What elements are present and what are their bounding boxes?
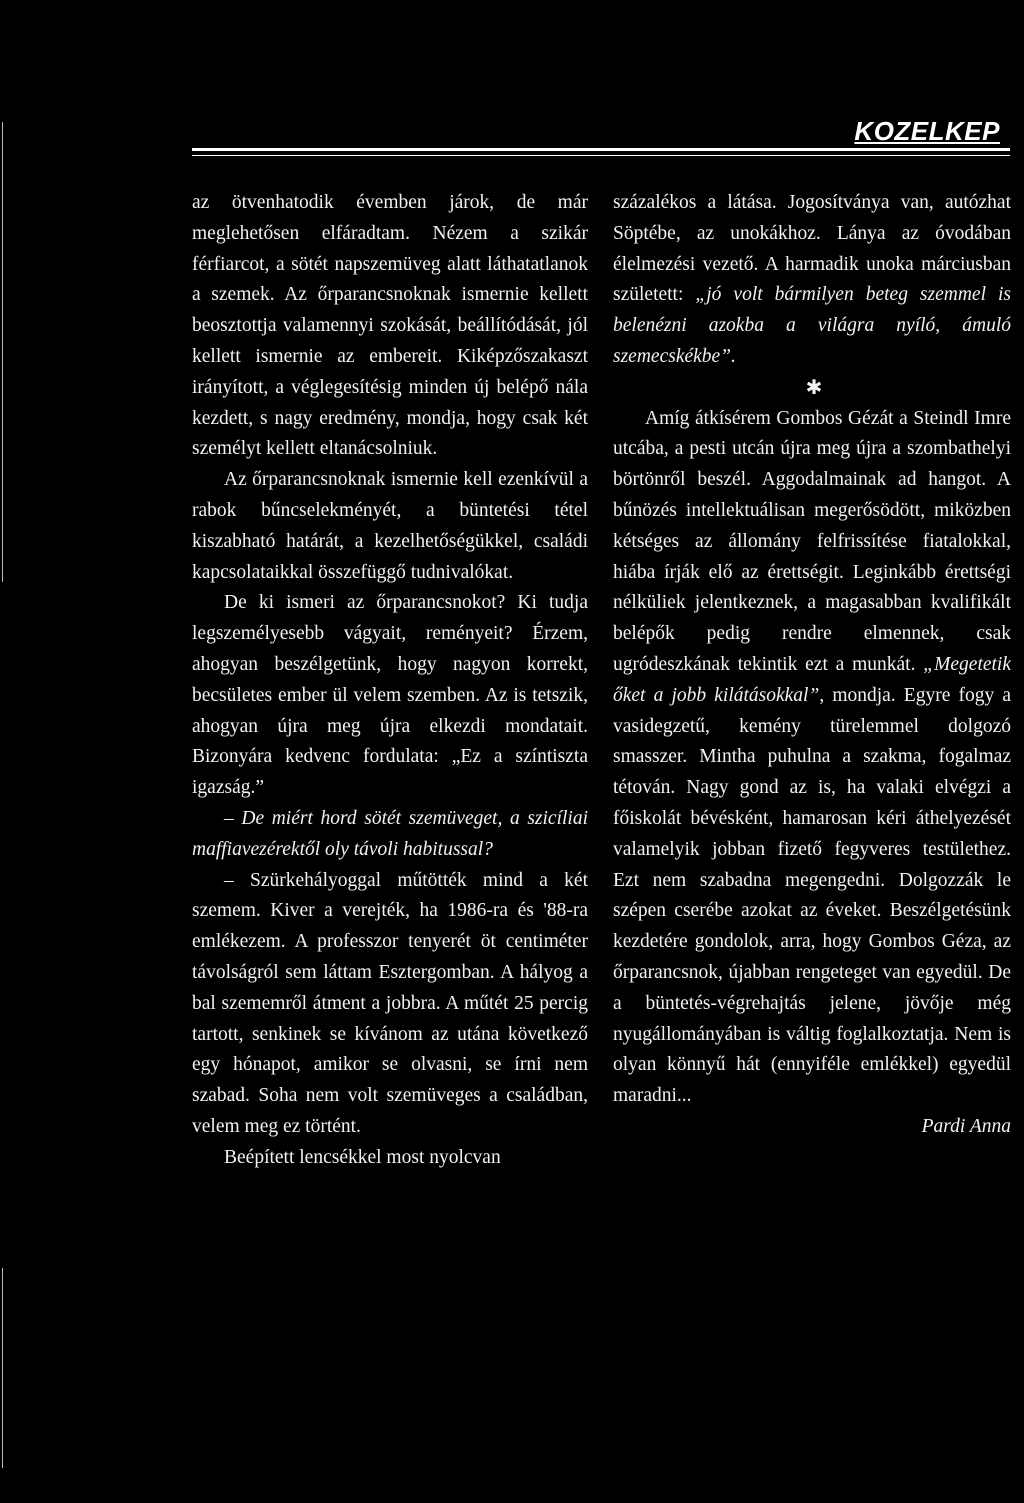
article-paragraph	[613, 188, 1011, 373]
scan-edge-line-upper	[2, 122, 3, 582]
scan-edge-line-lower	[2, 1268, 3, 1468]
article-paragraph: Az őrparancsnoknak ismernie kell ezenkívül a rabok bűncselekményét, a büntetési tétel kiszabható határát, a kezelhetőségükkel, családi kapcsolataikkal összefüggő tudnivalókat.	[192, 469, 588, 583]
author-signature: Pardi Anna	[921, 1115, 1011, 1137]
header-rule-thick	[192, 148, 1010, 151]
question-text: – De miért hord sötét szemüveget, a szicíliai maffiavezérektől oly távoli habitussal?	[192, 807, 588, 860]
question-paragraph	[192, 804, 588, 866]
quote-text: „jó volt bármilyen beteg szemmel is belenézni azokba a világra nyíló, ámuló szemecskékbe”.	[613, 284, 1012, 367]
header-rule-thin	[192, 155, 1010, 156]
article-paragraph: Beépített lencsékkel most nyolcvan	[224, 1146, 501, 1168]
article-paragraph: De ki ismeri az őrparancsnokot? Ki tudja legszemélyesebb vágyait, reményeit? Érzem, ahogyan beszélgetünk, hogy nagyon korrekt, becsületes ember ül velem szemben. Az is tetszik, ahogyan újra meg újra elkezdi mondatait. Bizonyára kedvenc fordulata: „Ez a színtiszta igazság.”	[192, 592, 588, 799]
quote-text: „Megetetik őket a jobb kilátásokkal”	[613, 653, 1012, 706]
answer-paragraph: – Szürkehályoggal műtötték mind a két szemem. Kiver a verejték, ha 1986-ra és '88-ra emlékezem. A professzor tenyerét öt centiméter távolságról sem láttam Esztergomban. A hályog a bal szememről átment a jobbra. A műtét 25 percig tartott, senkinek se kívánom az utána következő egy hónapot, amikor se olvasni, se írni nem szabad. Soha nem volt szemüveges a családban, velem meg ez történt.	[192, 869, 588, 1137]
page-header	[192, 112, 1010, 160]
left-column	[192, 188, 588, 1174]
section-title: KOZELKEP	[854, 116, 1000, 146]
paragraph-text: százalékos a látása. Jogosítványa van, autózhat Söptébe, az unokákhoz. Lánya az óvodában élelmezési vezető. A harmadik unoka márciusban született:	[613, 192, 1011, 306]
paragraph-text: , mondja. Egyre fogy a vasidegzetű, kemény türelemmel dolgozó smasszer. Mintha puhulna a szakma, fogalmaz tétován. Nagy gond az is, ha valaki elvégzi a főiskolát bévésként, hamarosan kéri áthelyezését valamelyik jobban fizető fegyveres testülethez. Ezt nem szabadna megengedni. Dolgozzák le szépen cserébe azokat az éveket. Beszélgetésünk kezdetére gondolok, arra, hogy Gombos Géza, az őrparancsnok, újabban rengeteget van egyedül. De a büntetés-végrehajtás jelene, jövője még nyugállományában is váltig foglalkoztatja. Nem is olyan könnyű hát (ennyiféle emlékkel) egyedül maradni...	[613, 684, 1012, 1107]
paragraph-text: Amíg átkísérem Gombos Gézát a Steindl Imre utcába, a pesti utcán újra meg újra a szombathelyi börtönről beszél. Aggodalmainak ad hangot. A bűnözés intellektuálisan megerősödött, miközben kétséges az állomány felfrissítése fiatalokkal, hiába írják elő az érettségit. Leginkább érettségi nélküliek jelentkeznek, a magasabban kvalifikált belépők pedig rendre elmennek, csak ugródeszkának tekintik ezt a munkát.	[613, 407, 1011, 675]
article-paragraph	[613, 404, 1011, 1112]
right-column	[613, 188, 1011, 1143]
article-paragraph: az ötvenhatodik évemben járok, de már meglehetősen elfáradtam. Nézem a szikár férfiarcot, a sötét napszemüveg alatt láthatatlanok a szemek. Az őrparancsnoknak ismernie kellett beosztottja valamennyi szokását, beállítódását, jól kellett ismernie az embereit. Kiképzőszakaszt irányított, a véglegesítésig minden új belépő nála kezdett, s nagy eredmény, mondja, hogy csak két személyt kellett eltanácsolniuk.	[192, 192, 588, 460]
asterisk-separator-icon: ✱	[805, 376, 823, 399]
